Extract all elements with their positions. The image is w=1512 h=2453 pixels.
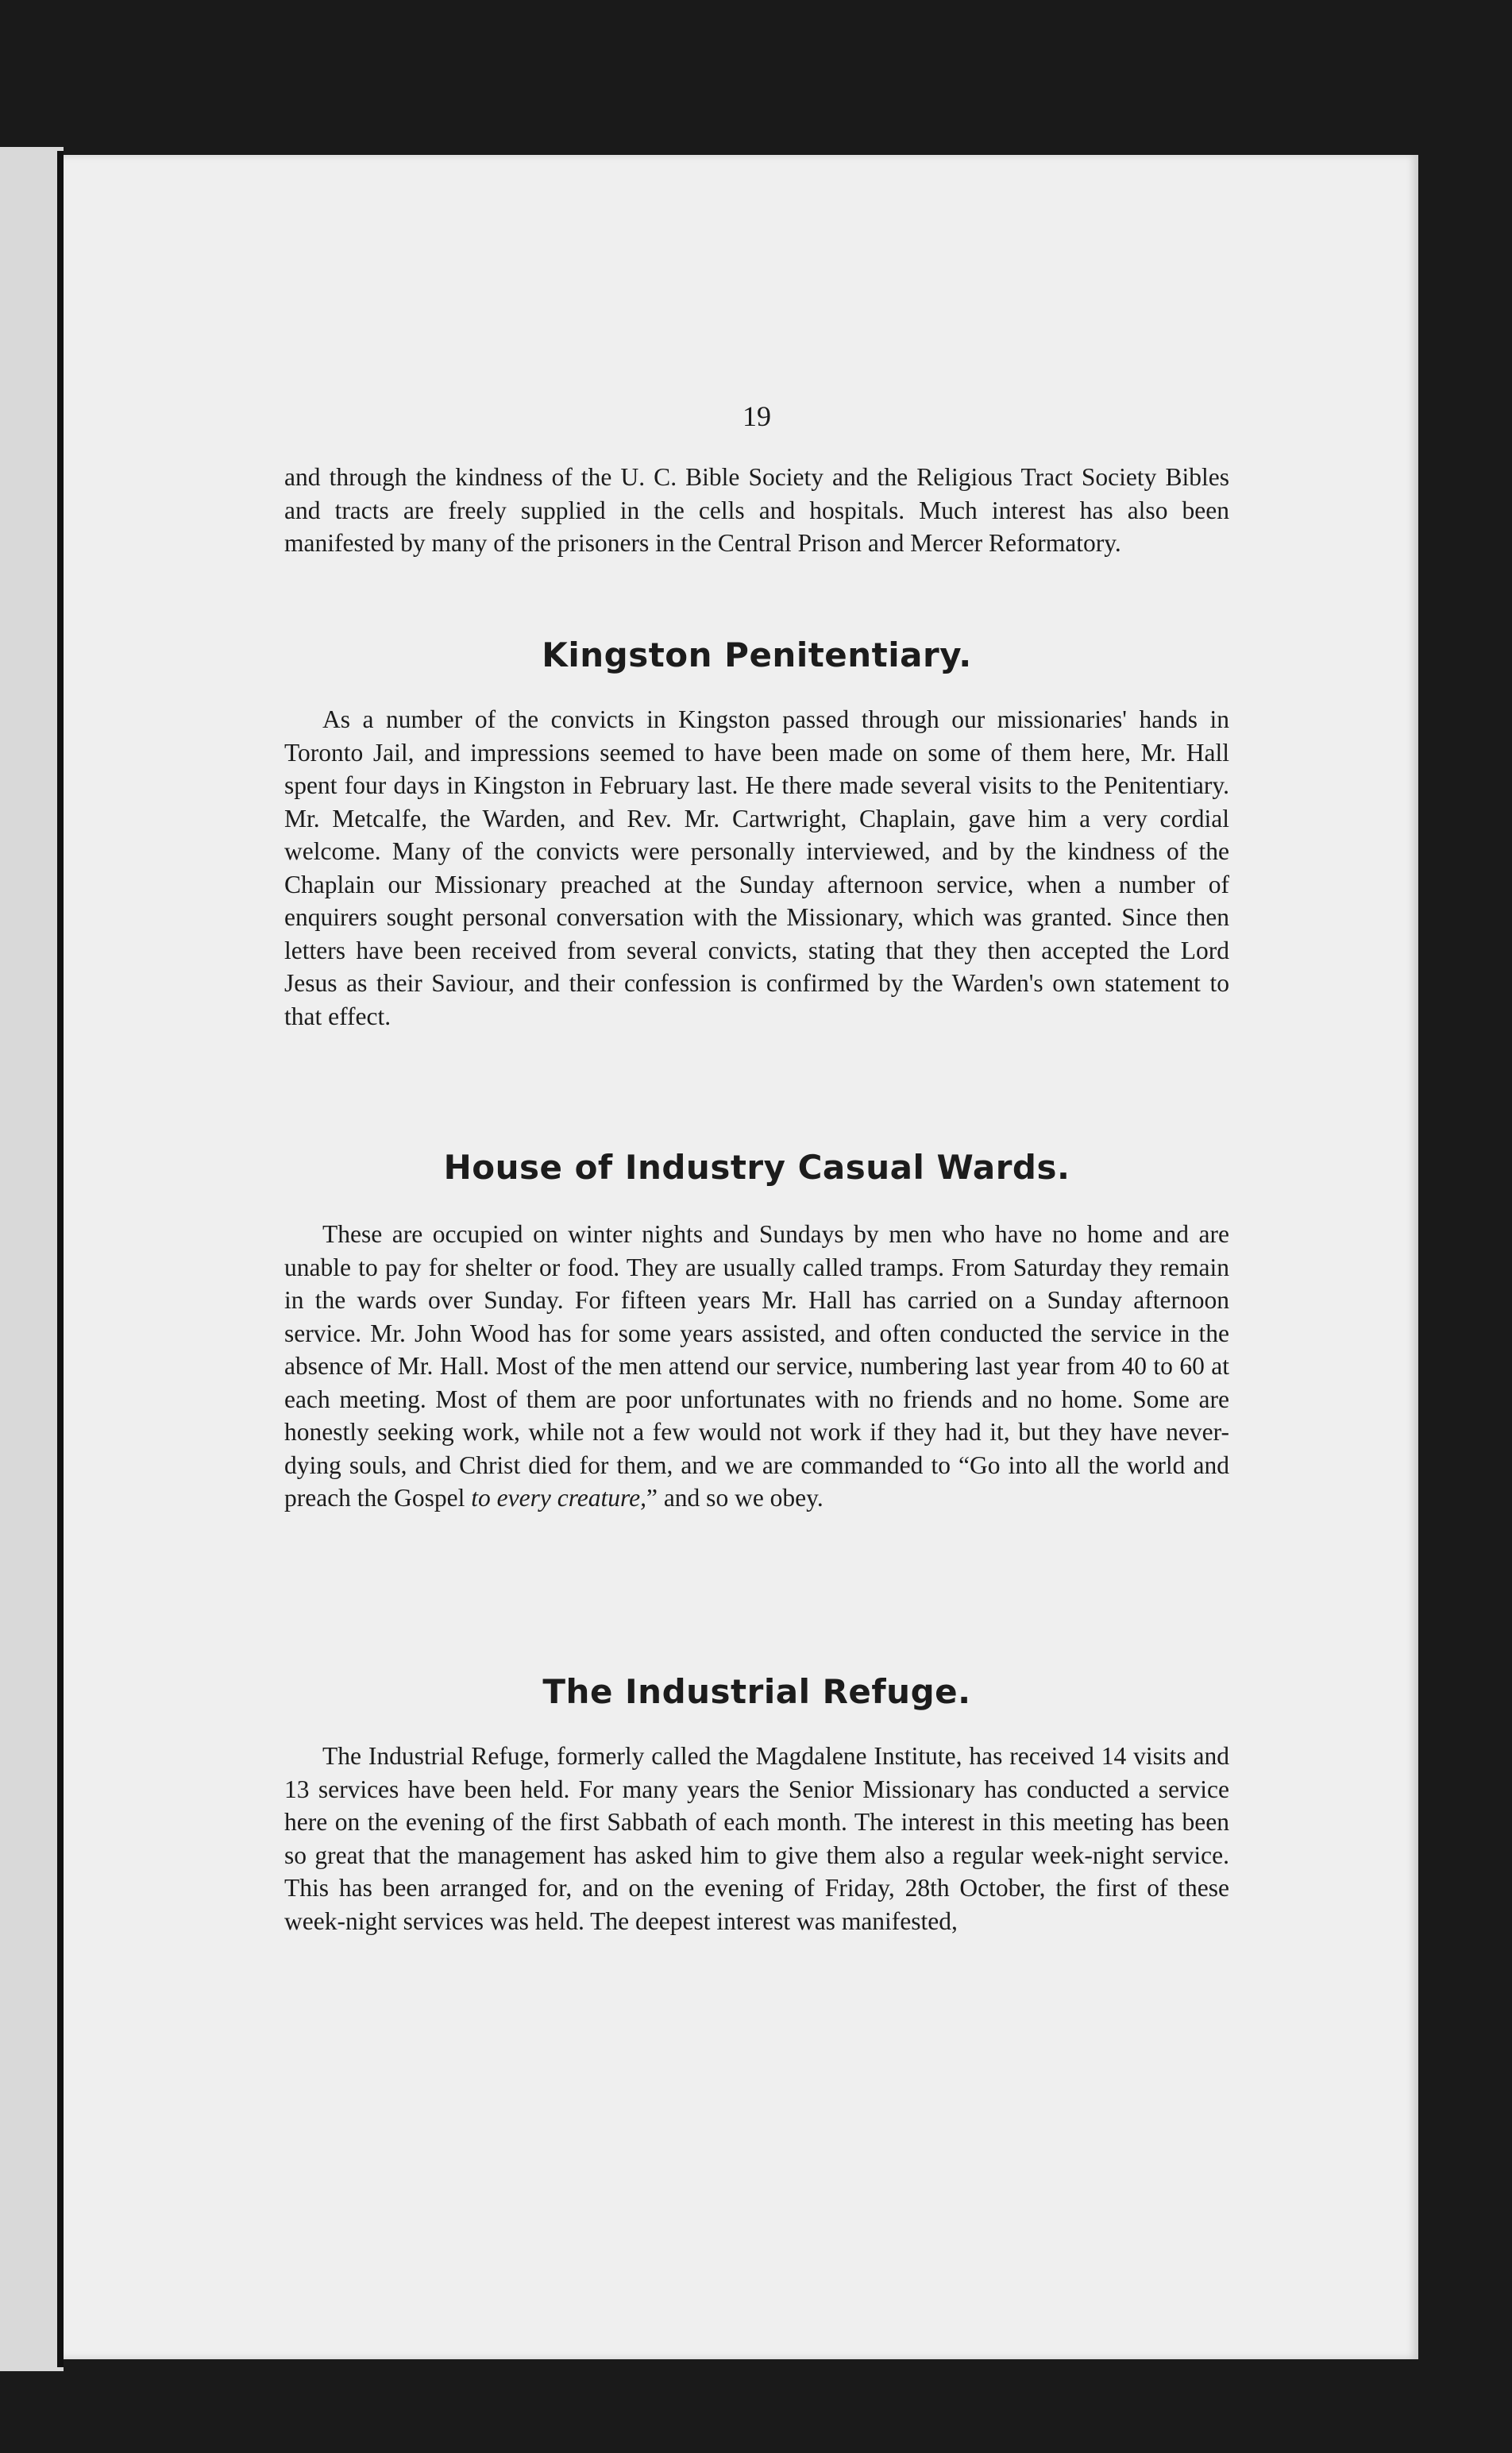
paragraph-industrial-refuge: The Industrial Refuge, formerly called the Magdalene Institute, has received 14 visits and 13 services have been held. For many years the Senior Missionary has conducted a service here on the evening of the first Sabbath of each month. The interest in this meeting has been so great that the management has asked him to give them also a regular week-night service. This has been arranged for, and on the evening of Friday, 28th October, the first of these week-night services was held. The deepest interest was manifested, xyxy=(284,1742,1229,1935)
paragraph-kingston: As a number of the convicts in Kingston passed through our missionaries' hands in Toronto Jail, and impressions seemed to have been made on some of them here, Mr. Hall spent four days in Kingston in February last. He there made several visits to the Penitentiary. Mr. Metcalfe, the Warden, and Rev. Mr. Cartwright, Chaplain, gave him a very cordial welcome. Many of the convicts were personally interviewed, and by the kindness of the Chaplain our Missionary preached at the Sunday afternoon service, when a number of enquirers sought personal conversation with the Missionary, which was granted. Since then letters have been received from several convicts, stating that they then accepted the Lord Jesus as their Saviour, and their confession is confirmed by the Warden's own statement to that effect. xyxy=(284,705,1229,1030)
document-page xyxy=(64,155,1418,2359)
italic-phrase: to every creature, xyxy=(471,1484,646,1512)
binding-shadow xyxy=(57,151,64,2367)
paragraph-continued: and through the kindness of the U. C. Bible Society and the Religious Tract Society Bibles and tracts are freely supplied in the cells and hospitals. Much interest has also been manifested by many of the prisoners in the Central Prison and Mercer Reformatory. xyxy=(284,463,1229,557)
adjacent-page-edge xyxy=(0,147,64,2371)
heading-industrial-refuge: The Industrial Refuge. xyxy=(542,1672,971,1711)
page-number: 19 xyxy=(742,400,771,432)
paragraph-house-of-industry xyxy=(284,1218,1229,1515)
heading-kingston-penitentiary: Kingston Penitentiary. xyxy=(542,635,972,674)
paragraph-text: These are occupied on winter nights and Sundays by men who have no home and are unable to pay for shelter or food. They are usually called tramps. From Saturday they remain in the wards over Sunday. For fifteen years Mr. Hall has carried on a Sunday afternoon service. Mr. John Wood has for some years assisted, and often conducted the service in the absence of Mr. Hall. Most of the men attend our service, numbering last year from 40 to 60 at each meeting. Most of them are poor unfortunates with no friends and no home. Some are honestly seeking work, while not a few would not work if they had it, but they have never-dying souls, and Christ died for them, and we are commanded to “Go into all the world and preach the Gospel xyxy=(284,1220,1229,1512)
heading-house-of-industry: House of Industry Casual Wards. xyxy=(443,1148,1070,1187)
paragraph-text-end: ” and so we obey. xyxy=(646,1484,824,1512)
